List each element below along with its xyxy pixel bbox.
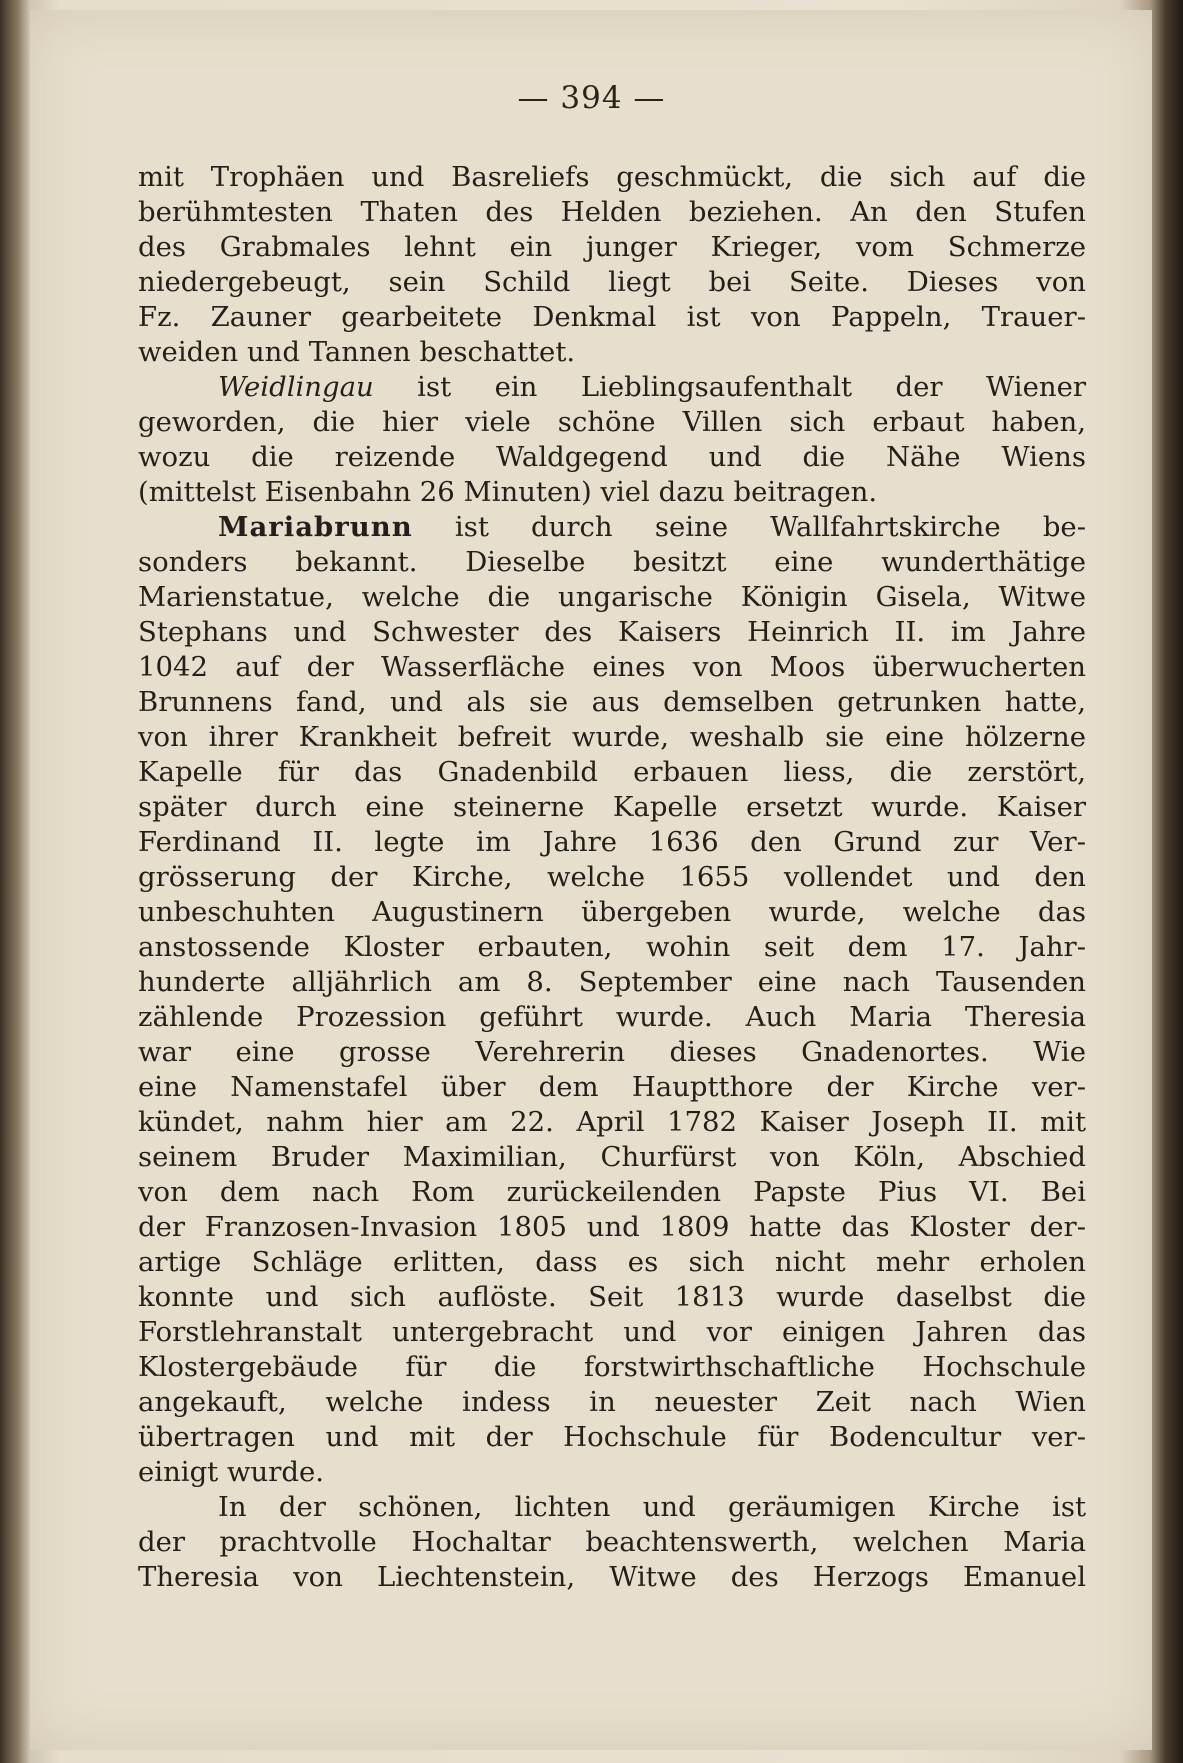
text-line: (mittelst Eisenbahn 26 Minuten) viel dazu beitragen. [138,476,878,508]
text-line: war eine grosse Verehrerin dieses Gnadenortes. Wie [138,1036,1086,1068]
text-line: später durch eine steinerne Kapelle ersetzt wurde. Kaiser [138,791,1086,823]
place-name-mariabrunn: Mariabrunn [218,511,413,543]
text-line: Kapelle für das Gnadenbild erbauen liess, die zerstört, [138,756,1086,788]
text-line: der prachtvolle Hochaltar beachtenswerth, welchen Maria [138,1526,1086,1558]
place-name-weidlingau: Weidlingau [218,371,374,403]
page-body [138,160,1086,1595]
text-line: weiden und Tannen beschattet. [138,336,576,368]
text-line: sonders bekannt. Dieselbe besitzt eine wunderthätige [138,546,1086,578]
text-line: 1042 auf der Wasserfläche eines von Moos überwucherten [138,651,1086,683]
text-line: wozu die reizende Waldgegend und die Nähe Wiens [138,441,1086,473]
paragraph-first-line [138,510,1086,545]
text-line: einigt wurde. [138,1456,324,1488]
text-line: Theresia von Liechtenstein, Witwe des Herzogs Emanuel [138,1561,1086,1593]
text-line: des Grabmales lehnt ein junger Krieger, vom Schmerze [138,231,1086,263]
text-line: Klostergebäude für die forstwirthschaftliche Hochschule [138,1351,1086,1383]
text-fragment: ist durch seine Wallfahrtskirche be- [412,511,1086,543]
text-line: Fz. Zauner gearbeitete Denkmal ist von Pappeln, Trauer- [138,301,1086,333]
text-line: hunderte alljährlich am 8. September eine nach Tausenden [138,966,1086,998]
text-line: grösserung der Kirche, welche 1655 vollendet und den [138,861,1086,893]
text-line: zählende Prozession geführt wurde. Auch Maria Theresia [138,1001,1086,1033]
paragraph-first-line [138,370,1086,405]
text-line: der Franzosen-Invasion 1805 und 1809 hatte das Kloster der- [138,1211,1086,1243]
text-line: von dem nach Rom zurückeilenden Papste Pius VI. Bei [138,1176,1086,1208]
text-line: Stephans und Schwester des Kaisers Heinrich II. im Jahre [138,616,1086,648]
text-line: seinem Bruder Maximilian, Churfürst von Köln, Abschied [138,1141,1086,1173]
text-line: mit Trophäen und Basreliefs geschmückt, die sich auf die [138,161,1086,193]
text-line: eine Namenstafel über dem Hauptthore der Kirche ver- [138,1071,1086,1103]
text-line: kündet, nahm hier am 22. April 1782 Kaiser Joseph II. mit [138,1106,1086,1138]
text-line: Brunnens fand, und als sie aus demselben getrunken hatte, [138,686,1086,718]
text-line: geworden, die hier viele schöne Villen sich erbaut haben, [138,406,1086,438]
text-line: berühmtesten Thaten des Helden beziehen. An den Stufen [138,196,1086,228]
text-line: Forstlehranstalt untergebracht und vor einigen Jahren das [138,1316,1086,1348]
text-line: von ihrer Krankheit befreit wurde, weshalb sie eine hölzerne [138,721,1086,753]
page-number: — 394 — [517,80,666,116]
text-line: artige Schläge erlitten, dass es sich nicht mehr erholen [138,1246,1086,1278]
text-fragment: ist ein Lieblingsaufenthalt der Wiener [373,371,1086,403]
text-line: Ferdinand II. legte im Jahre 1636 den Grund zur Ver- [138,826,1086,858]
text-line: übertragen und mit der Hochschule für Bodencultur ver- [138,1421,1086,1453]
text-line: Marienstatue, welche die ungarische Königin Gisela, Witwe [138,581,1086,613]
text-line: unbeschuhten Augustinern übergeben wurde, welche das [138,896,1086,928]
text-line: angekauft, welche indess in neuester Zeit nach Wien [138,1386,1086,1418]
paragraph-first-line: In der schönen, lichten und geräumigen Kirche ist [218,1491,1086,1523]
text-line: konnte und sich auflöste. Seit 1813 wurde daselbst die [138,1281,1086,1313]
text-line: anstossende Kloster erbauten, wohin seit dem 17. Jahr- [138,931,1086,963]
text-line: niedergebeugt, sein Schild liegt bei Seite. Dieses von [138,266,1086,298]
